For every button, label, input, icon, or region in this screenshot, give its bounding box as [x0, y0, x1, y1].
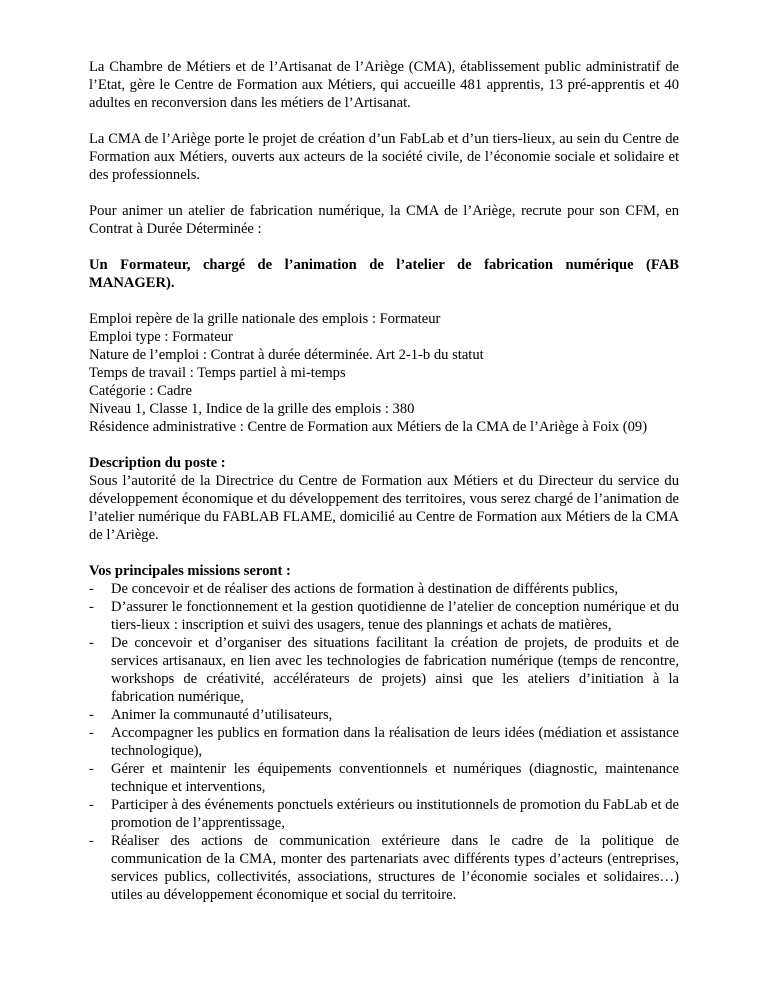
bullet-dash: - — [89, 635, 94, 651]
bullet-dash: - — [89, 761, 94, 777]
bullet-dash: - — [89, 797, 94, 813]
missions-section — [89, 562, 679, 904]
description-body: Sous l’autorité de la Directrice du Centre de Formation aux Métiers et du Directeur du service du développement économique et du développement des territoires, vous serez chargé de l’animation de l’atelier numérique du FABLAB FLAME, domicilié au Centre de Formation aux Métiers de la CMA de l’Ariège. — [89, 473, 679, 543]
job-detail-line: Catégorie : Cadre — [89, 383, 192, 399]
job-detail-line: Niveau 1, Classe 1, Indice de la grille des emplois : 380 — [89, 401, 415, 417]
bullet-dash: - — [89, 581, 94, 597]
missions-heading: Vos principales missions seront : — [89, 563, 291, 579]
description-heading: Description du poste : — [89, 455, 226, 471]
list-item-text: Accompagner les publics en formation dans la réalisation de leurs idées (médiation et assistance technologique), — [111, 725, 679, 759]
list-item — [89, 580, 679, 598]
intro-paragraph-fablab: La CMA de l’Ariège porte le projet de création d’un FabLab et d’un tiers-lieux, au sein du Centre de Formation aux Métiers, ouverts aux acteurs de la société civile, de l’économie sociale et solidaire et des professionnels. — [89, 131, 679, 183]
job-title: Un Formateur, chargé de l’animation de l’atelier de fabrication numérique (FAB MANAGER). — [89, 257, 679, 291]
bullet-dash: - — [89, 599, 94, 615]
job-detail-line: Emploi repère de la grille nationale des emplois : Formateur — [89, 311, 441, 327]
list-item-text: Gérer et maintenir les équipements conventionnels et numériques (diagnostic, maintenance technique et interventions, — [111, 761, 679, 795]
list-item — [89, 796, 679, 832]
list-item-text: Animer la communauté d’utilisateurs, — [111, 707, 333, 723]
bullet-dash: - — [89, 833, 94, 849]
job-detail-line: Nature de l’emploi : Contrat à durée déterminée. Art 2-1-b du statut — [89, 347, 484, 363]
intro-paragraph-cma: La Chambre de Métiers et de l’Artisanat de l’Ariège (CMA), établissement public administratif de l’Etat, gère le Centre de Formation aux Métiers, qui accueille 481 apprentis, 13 pré-apprentis et 40 adultes en reconversion dans les métiers de l’Artisanat. — [89, 59, 679, 111]
list-item — [89, 706, 679, 724]
bullet-dash: - — [89, 725, 94, 741]
list-item — [89, 634, 679, 706]
bullet-dash: - — [89, 707, 94, 723]
list-item — [89, 760, 679, 796]
list-item — [89, 832, 679, 904]
job-details — [89, 310, 679, 436]
job-detail-line: Emploi type : Formateur — [89, 329, 233, 345]
list-item-text: Participer à des événements ponctuels extérieurs ou institutionnels de promotion du FabLab et de promotion de l’apprentissage, — [111, 797, 679, 831]
description-section — [89, 454, 679, 544]
intro-paragraph-recruitment: Pour animer un atelier de fabrication numérique, la CMA de l’Ariège, recrute pour son CFM, en Contrat à Durée Déterminée : — [89, 203, 679, 237]
document-page — [89, 58, 679, 904]
job-detail-line: Résidence administrative : Centre de Formation aux Métiers de la CMA de l’Ariège à Foix (09) — [89, 419, 648, 435]
list-item — [89, 598, 679, 634]
list-item-text: D’assurer le fonctionnement et la gestion quotidienne de l’atelier de conception numérique et du tiers-lieux : inscription et suivi des usagers, tenue des plannings et achats de matières, — [111, 599, 679, 633]
list-item — [89, 724, 679, 760]
missions-list — [89, 580, 679, 904]
list-item-text: De concevoir et d’organiser des situations facilitant la création de projets, de produits et de services artisanaux, en lien avec les technologies de fabrication numérique (temps de rencontre, workshops de créativité, accélérateurs de projets) ainsi que les ateliers d’initiation à la fabrication numérique, — [111, 635, 679, 705]
job-detail-line: Temps de travail : Temps partiel à mi-temps — [89, 365, 346, 381]
list-item-text: De concevoir et de réaliser des actions de formation à destination de différents publics, — [111, 581, 619, 597]
list-item-text: Réaliser des actions de communication extérieure dans le cadre de la politique de communication de la CMA, monter des partenariats avec différents types d’acteurs (entreprises, services publics, collectivités, associations, structures de l’économie sociales et solidaires…) utiles au développement économique et social du territoire. — [111, 833, 679, 903]
